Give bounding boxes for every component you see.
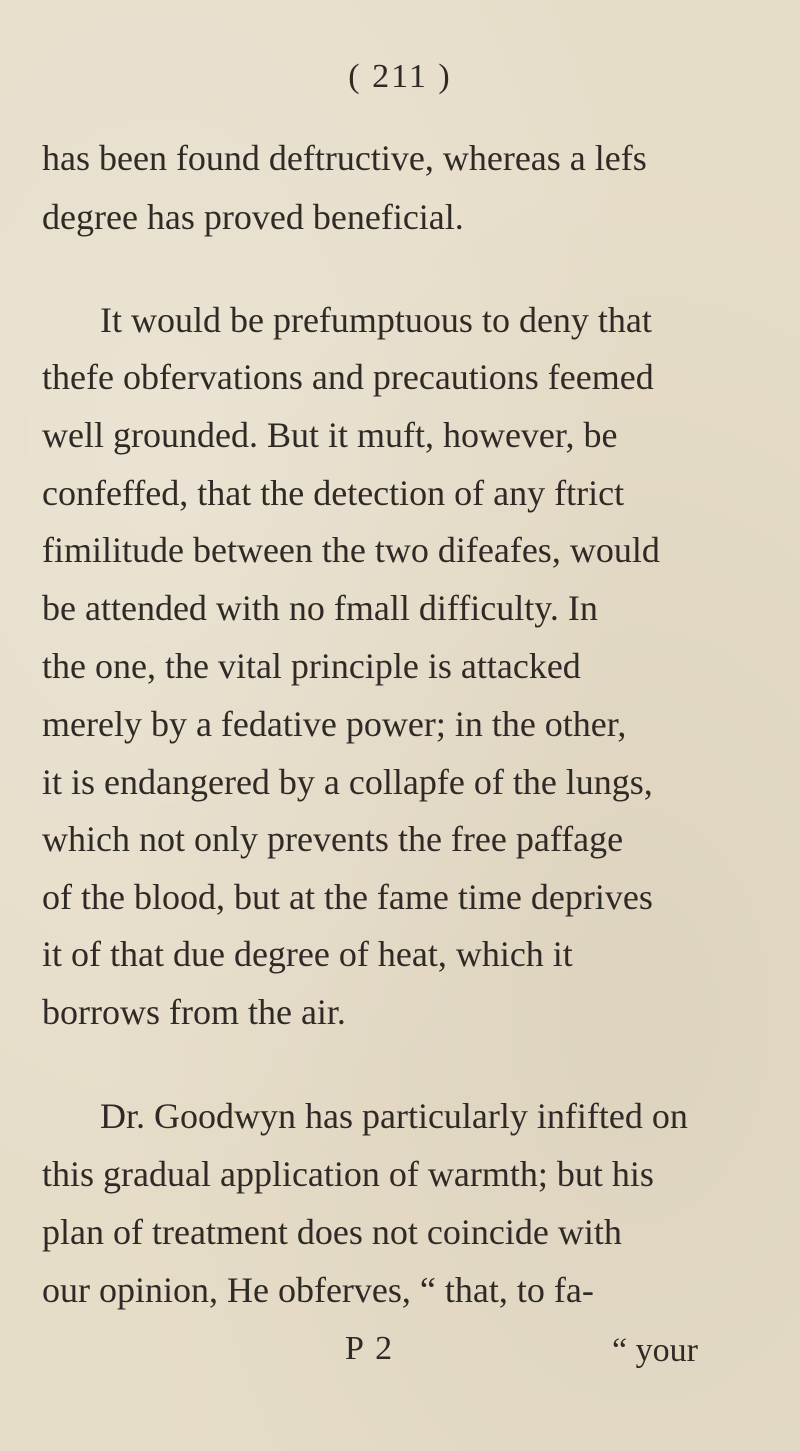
text-line: which not only prevents the free paffage [42, 819, 624, 859]
catchword: “ your [612, 1332, 698, 1369]
text-line: borrows from the air. [42, 992, 346, 1032]
text-line: be attended with no fmall difficulty. In [42, 588, 598, 628]
text-line: merely by a fedative power; in the other, [42, 704, 627, 744]
signature-mark: P 2 [345, 1330, 395, 1367]
text-line: degree has proved beneficial. [42, 197, 464, 237]
text-line: this gradual application of warmth; but his [42, 1154, 654, 1194]
page-number: ( 211 ) [348, 58, 452, 95]
text-line: our opinion, He obferves, “ that, to fa- [42, 1270, 594, 1310]
text-line: of the blood, but at the fame time deprives [42, 877, 653, 917]
text-line: thefe obfervations and precautions feemed [42, 357, 654, 397]
text-line: it of that due degree of heat, which it [42, 934, 573, 974]
text-line: well grounded. But it muft, however, be [42, 415, 618, 455]
text-line: has been found deftructive, whereas a lefs [42, 138, 647, 178]
text-line: Dr. Goodwyn has particularly infifted on [100, 1096, 688, 1136]
text-line: plan of treatment does not coincide with [42, 1212, 622, 1252]
text-line: confeffed, that the detection of any ftrict [42, 473, 625, 513]
text-line: it is endangered by a collapfe of the lungs, [42, 762, 653, 802]
text-line: fimilitude between the two difeafes, would [42, 530, 660, 570]
text-line: the one, the vital principle is attacked [42, 646, 581, 686]
text-line: It would be prefumptuous to deny that [100, 300, 652, 340]
